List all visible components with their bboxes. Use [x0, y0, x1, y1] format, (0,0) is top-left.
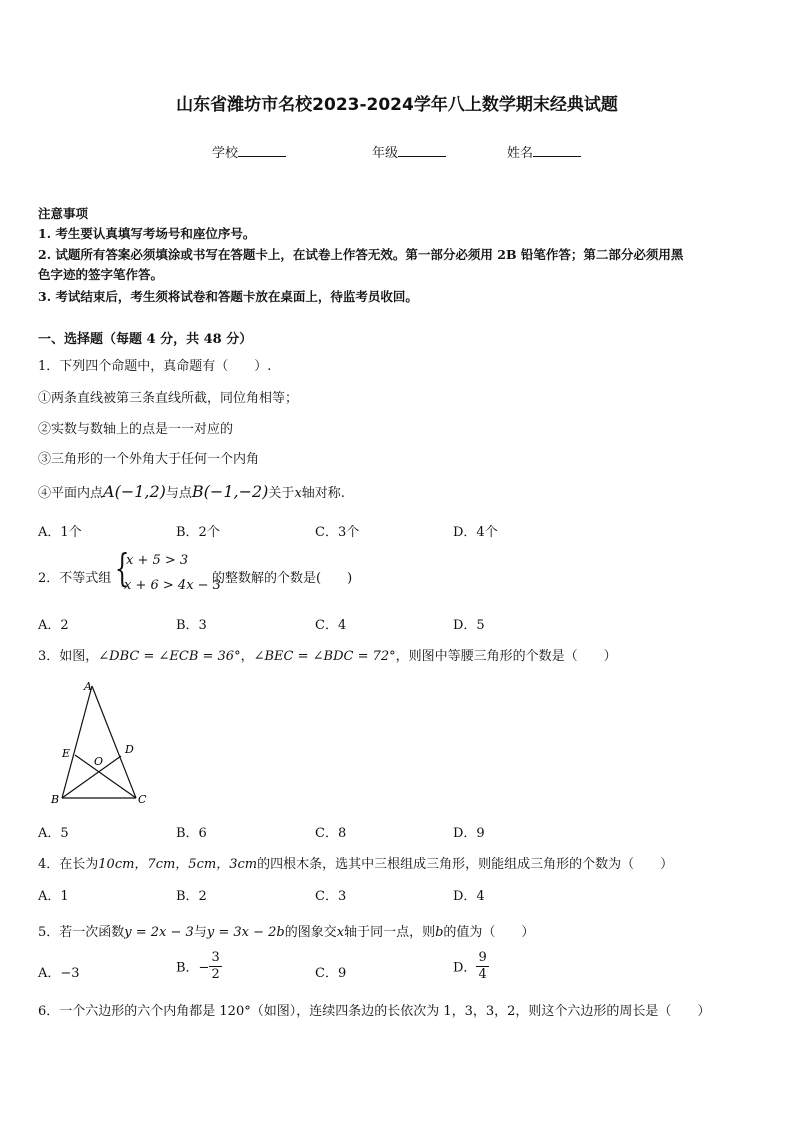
q4-post: 的四根木条，选其中三根组成三角形，则能组成三角形的个数为（ ）: [257, 857, 674, 872]
q4-option-d: D．4: [453, 889, 485, 904]
label-e: E: [62, 747, 71, 760]
q1-s4-mid2: 关于: [268, 486, 295, 501]
q3-pre: 3．如图，: [38, 649, 99, 664]
q5-option-d-fraction: [476, 950, 488, 982]
q5-function-2: y = 3x − 2b: [206, 925, 285, 940]
q1-s4-pre: ④平面内点: [38, 486, 104, 501]
q1-statement-3: ③三角形的一个外角大于任何一个内角: [38, 452, 260, 467]
q5-function-1: y = 2x − 3: [124, 925, 194, 940]
x-axis-var: x: [294, 486, 302, 501]
q3-post: ，则图中等腰三角形的个数是（ ）: [395, 649, 617, 664]
label-o: O: [94, 755, 104, 768]
label-b: B: [51, 793, 60, 806]
label-c: C: [138, 793, 147, 806]
side-ac: [92, 686, 136, 798]
q5-option-d-prefix: D．: [453, 960, 477, 976]
q3-option-d: D．9: [453, 826, 485, 841]
fraction-numerator: 9: [478, 950, 487, 965]
segment-ce: [75, 755, 136, 798]
q1-s4-post: 轴对称.: [301, 486, 345, 501]
segment-bd: [62, 756, 121, 798]
q5-stem: [38, 921, 534, 940]
q5-option-b: [176, 950, 222, 982]
q1-option-d: D．4个: [453, 525, 498, 540]
q4-option-a: A．1: [38, 889, 69, 904]
q4-option-c: C．3: [315, 889, 347, 904]
q1-statement-2: ②实数与数轴上的点是一一对应的: [38, 422, 234, 437]
q2-pre: 2．不等式组: [38, 571, 112, 586]
q5-mid3: 轴于同一点，则: [344, 925, 436, 940]
q5-option-c: C．9: [315, 966, 347, 981]
note-item: 3. 考试结束后，考生须将试卷和答题卡放在桌面上，待监考员收回。: [38, 289, 418, 304]
fraction-denominator: 4: [478, 966, 487, 982]
q1-statement-1: ①两条直线被第三条直线所截，同位角相等；: [38, 391, 299, 406]
name-label: 姓名: [507, 146, 534, 161]
q5-option-b-fraction: [209, 950, 221, 982]
q3-option-b: B．6: [176, 826, 207, 841]
q5-pre: 5．若一次函数: [38, 925, 125, 940]
q6-stem: 6．一个六边形的六个内角都是 120°（如图），连续四条边的长依次为 1，3，3，2，则这个六边形的周长是（ ）: [38, 1004, 711, 1019]
school-blank: [238, 144, 286, 157]
q1-option-a: A．1个: [38, 525, 82, 540]
note-item: 1. 考生要认真填写考场号和座位序号。: [38, 226, 256, 241]
point-a: A(−1,2): [103, 482, 166, 501]
q4-lengths: 10cm，7cm，5cm，3cm: [98, 857, 258, 872]
q3-eq2: ∠BEC = ∠BDC = 72°: [253, 649, 396, 664]
q3-stem: [38, 645, 617, 664]
q5-option-d: [453, 950, 489, 982]
q3-option-a: A．5: [38, 826, 69, 841]
q2-post: 的整数解的个数是( ): [212, 571, 353, 586]
side-ab: [62, 686, 92, 798]
q4-option-b: B．2: [176, 889, 207, 904]
q5-x: x: [336, 925, 345, 940]
point-b: B(−1,−2): [191, 482, 269, 501]
q3-option-c: C．8: [315, 826, 347, 841]
q1-s4-mid: 与点: [165, 486, 192, 501]
note-item: 2. 试题所有答案必须填涂或书写在答题卡上，在试卷上作答无效。第一部分必须用 2B 铅笔作答；第二部分必须用黑: [38, 247, 684, 262]
label-a: A: [84, 680, 92, 693]
q4-pre: 4．在长为: [38, 857, 99, 872]
name-field: [507, 142, 581, 161]
section-heading: 一、选择题（每题 4 分，共 48 分）: [38, 332, 253, 347]
q3-triangle-figure: [40, 676, 160, 811]
grade-label: 年级: [372, 146, 399, 161]
q2-inequality-2: x + 6 > 4x − 3: [124, 578, 221, 593]
q5-b: b: [435, 925, 444, 940]
label-d: D: [125, 743, 134, 756]
notes-heading: 注意事项: [38, 206, 89, 221]
fraction-denominator: 2: [211, 966, 220, 982]
q5-mid: 与: [193, 925, 207, 940]
q2-option-d: D．5: [453, 618, 485, 633]
school-field: [212, 142, 286, 161]
school-label: 学校: [212, 146, 239, 161]
q2-option-c: C．4: [315, 618, 347, 633]
page-title: 山东省潍坊市名校2023-2024学年八上数学期末经典试题: [176, 95, 618, 115]
q1-option-c: C．3个: [315, 525, 360, 540]
q2-brace: {: [114, 546, 130, 590]
q5-post: 的值为（ ）: [443, 925, 535, 940]
q3-sep: ，: [240, 649, 254, 664]
q1-statement-4: [38, 482, 345, 501]
q5-mid2: 的图象交: [284, 925, 337, 940]
note-item: 色字迹的签字笔作答。: [38, 267, 164, 282]
q2-inequality-1: x + 5 > 3: [126, 553, 189, 568]
name-blank: [533, 144, 581, 157]
q5-option-b-prefix: B．−: [176, 960, 210, 976]
grade-blank: [398, 144, 446, 157]
grade-field: [372, 142, 446, 161]
fraction-numerator: 3: [211, 950, 220, 965]
q3-eq1: ∠DBC = ∠ECB = 36°: [98, 649, 241, 664]
q1-option-b: B．2个: [176, 525, 220, 540]
q5-option-a: A．−3: [38, 966, 80, 981]
q4-stem: [38, 853, 673, 872]
q2-option-a: A．2: [38, 618, 69, 633]
q1-stem: 1．下列四个命题中，真命题有（ ）.: [38, 359, 272, 374]
q2-option-b: B．3: [176, 618, 207, 633]
